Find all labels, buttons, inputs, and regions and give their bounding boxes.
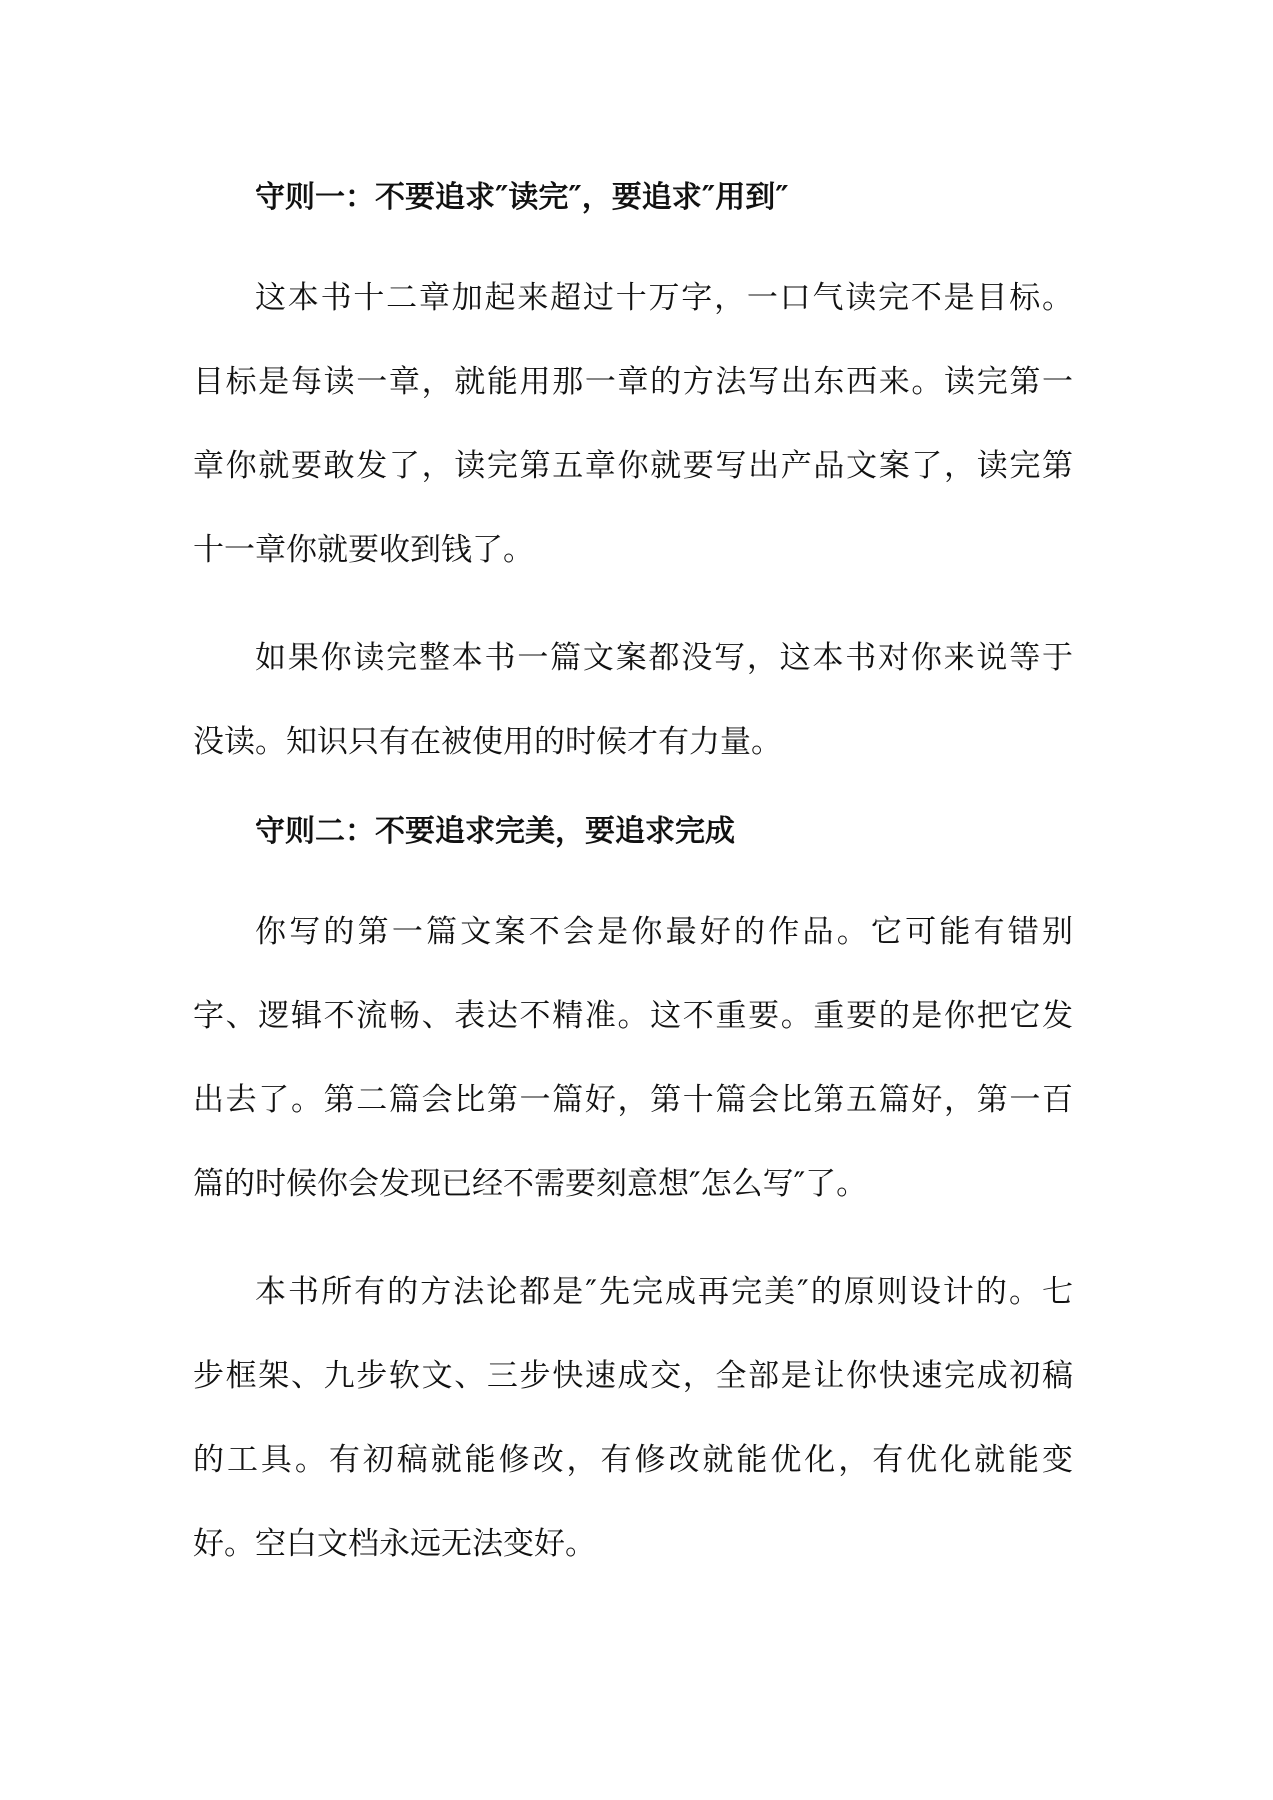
paragraph bbox=[193, 256, 1073, 592]
section-heading-rule-2: 守则二：不要追求完美，要追求完成 bbox=[255, 814, 735, 849]
paragraph-line: 十一章你就要收到钱了。 bbox=[193, 532, 534, 568]
paragraph-line: 本书所有的方法论都是″先完成再完美″的原则设计的。七 bbox=[255, 1274, 1073, 1310]
paragraph bbox=[193, 616, 1073, 784]
paragraph-line: 没读。知识只有在被使用的时候才有力量。 bbox=[193, 724, 782, 760]
paragraph-line: 篇的时候你会发现已经不需要刻意想″怎么写″了。 bbox=[193, 1166, 868, 1202]
paragraph-line: 如果你读完整本书一篇文案都没写，这本书对你来说等于 bbox=[255, 640, 1073, 676]
paragraph-line: 字、逻辑不流畅、表达不精准。这不重要。重要的是你把它发 bbox=[193, 998, 1073, 1034]
paragraph bbox=[193, 890, 1073, 1226]
paragraph-line: 出去了。第二篇会比第一篇好，第十篇会比第五篇好，第一百 bbox=[193, 1082, 1073, 1118]
paragraph-line: 步框架、九步软文、三步快速成交，全部是让你快速完成初稿 bbox=[193, 1358, 1073, 1394]
paragraph-line: 章你就要敢发了，读完第五章你就要写出产品文案了，读完第 bbox=[193, 448, 1073, 484]
document-body bbox=[193, 168, 1073, 1610]
paragraph bbox=[193, 1250, 1073, 1586]
paragraph-line: 的工具。有初稿就能修改，有修改就能优化，有优化就能变 bbox=[193, 1442, 1073, 1478]
paragraph-line: 目标是每读一章，就能用那一章的方法写出东西来。读完第一 bbox=[193, 364, 1073, 400]
paragraph-line: 你写的第一篇文案不会是你最好的作品。它可能有错别 bbox=[255, 914, 1073, 950]
section-heading-rule-1: 守则一：不要追求″读完″，要追求″用到″ bbox=[255, 180, 789, 215]
paragraph-line: 好。空白文档永远无法变好。 bbox=[193, 1526, 596, 1562]
paragraph-line: 这本书十二章加起来超过十万字，一口气读完不是目标。 bbox=[255, 280, 1073, 316]
